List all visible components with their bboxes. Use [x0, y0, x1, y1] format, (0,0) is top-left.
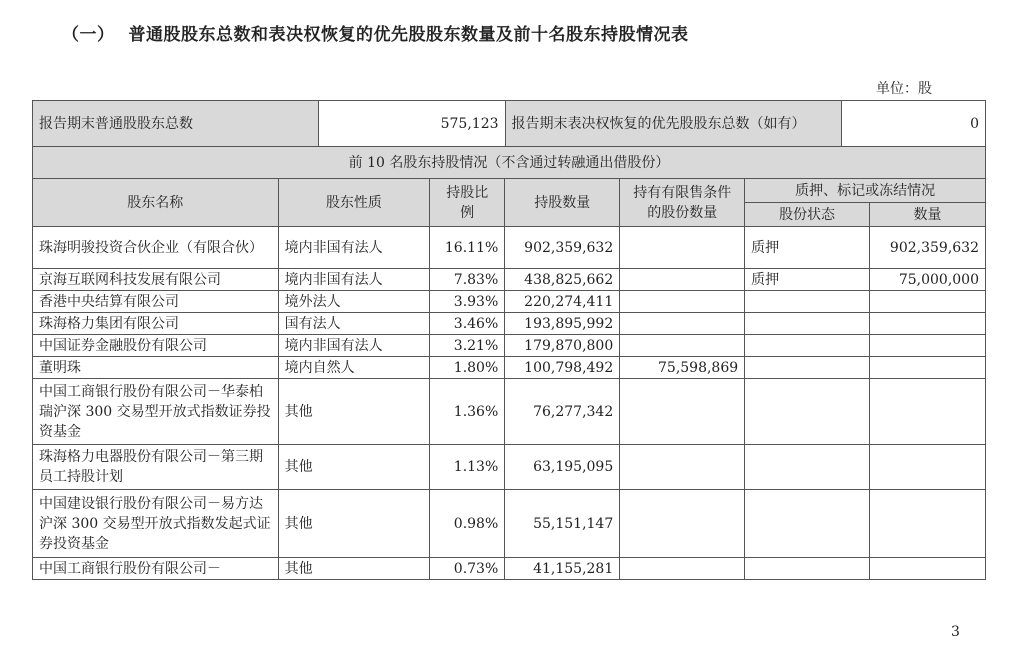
holding-quantity: 438,825,662: [505, 269, 620, 291]
shareholder-name: 中国工商银行股份有限公司－: [33, 558, 279, 580]
header-pledge-status: 股份状态: [745, 203, 870, 227]
shareholder-nature: 其他: [278, 445, 430, 490]
pledge-status: 质押: [745, 227, 870, 269]
shareholder-nature: 境内自然人: [278, 357, 430, 379]
table-row: [33, 269, 986, 291]
pledge-status: [745, 490, 870, 558]
top10-caption: 前 10 名股东持股情况（不含通过转融通出借股份）: [33, 147, 986, 179]
table-row: [33, 313, 986, 335]
restricted-quantity: [620, 490, 745, 558]
holding-ratio: 7.83%: [430, 269, 505, 291]
holding-quantity: 193,895,992: [505, 313, 620, 335]
pledge-quantity: 902,359,632: [869, 227, 985, 269]
shareholder-name: 珠海明骏投资合伙企业（有限合伙）: [33, 227, 279, 269]
shareholder-name: 董明珠: [33, 357, 279, 379]
holding-ratio: 1.80%: [430, 357, 505, 379]
header-quantity: 持股数量: [505, 179, 620, 227]
shareholder-name: 中国证券金融股份有限公司: [33, 335, 279, 357]
restricted-quantity: [620, 227, 745, 269]
holding-quantity: 55,151,147: [505, 490, 620, 558]
table-row: [33, 357, 986, 379]
shareholder-nature: 其他: [278, 379, 430, 445]
section-number: （一）: [62, 25, 115, 45]
preferred-holders-value: 0: [842, 101, 986, 147]
restricted-quantity: 75,598,869: [620, 357, 745, 379]
header-restricted: 持有有限售条件的股份数量: [620, 179, 745, 227]
summary-table: [32, 100, 986, 147]
pledge-quantity: [869, 558, 985, 580]
shareholder-nature: 国有法人: [278, 313, 430, 335]
pledge-quantity: [869, 335, 985, 357]
holding-quantity: 179,870,800: [505, 335, 620, 357]
holding-quantity: 220,274,411: [505, 291, 620, 313]
table-row: [33, 227, 986, 269]
shareholder-name: 中国建设银行股份有限公司－易方达沪深 300 交易型开放式指数发起式证券投资基金: [33, 490, 279, 558]
preferred-holders-label: 报告期末表决权恢复的优先股股东总数（如有）: [505, 101, 842, 147]
common-holders-label: 报告期末普通股股东总数: [33, 101, 319, 147]
pledge-status: [745, 313, 870, 335]
pledge-status: 质押: [745, 269, 870, 291]
holding-ratio: 3.93%: [430, 291, 505, 313]
pledge-quantity: [869, 490, 985, 558]
table-row: [33, 558, 986, 580]
header-nature: 股东性质: [278, 179, 430, 227]
pledge-quantity: [869, 357, 985, 379]
pledge-status: [745, 335, 870, 357]
page-number: 3: [951, 624, 960, 640]
restricted-quantity: [620, 445, 745, 490]
holding-quantity: 100,798,492: [505, 357, 620, 379]
pledge-quantity: [869, 445, 985, 490]
pledge-quantity: [869, 313, 985, 335]
header-pledge-group: 质押、标记或冻结情况: [745, 179, 986, 203]
shareholder-name: 香港中央结算有限公司: [33, 291, 279, 313]
shareholder-name: 珠海格力集团有限公司: [33, 313, 279, 335]
holding-ratio: 3.21%: [430, 335, 505, 357]
shareholder-nature: 境外法人: [278, 291, 430, 313]
shareholder-name: 京海互联网科技发展有限公司: [33, 269, 279, 291]
restricted-quantity: [620, 379, 745, 445]
holding-ratio: 0.98%: [430, 490, 505, 558]
shareholder-name: 珠海格力电器股份有限公司－第三期员工持股计划: [33, 445, 279, 490]
pledge-status: [745, 357, 870, 379]
restricted-quantity: [620, 313, 745, 335]
restricted-quantity: [620, 291, 745, 313]
holding-ratio: 3.46%: [430, 313, 505, 335]
pledge-status: [745, 379, 870, 445]
table-row: [33, 291, 986, 313]
shareholder-name: 中国工商银行股份有限公司－华泰柏瑞沪深 300 交易型开放式指数证券投资基金: [33, 379, 279, 445]
table-row: [33, 335, 986, 357]
shareholder-nature: 其他: [278, 558, 430, 580]
restricted-quantity: [620, 558, 745, 580]
holding-ratio: 1.13%: [430, 445, 505, 490]
holding-quantity: 41,155,281: [505, 558, 620, 580]
restricted-quantity: [620, 335, 745, 357]
header-ratio: 持股比例: [430, 179, 505, 227]
holding-ratio: 16.11%: [430, 227, 505, 269]
pledge-status: [745, 445, 870, 490]
shareholder-nature: 境内非国有法人: [278, 335, 430, 357]
holding-ratio: 0.73%: [430, 558, 505, 580]
shareholder-nature: 境内非国有法人: [278, 227, 430, 269]
top10-shareholders-table: [32, 146, 986, 580]
header-name: 股东名称: [33, 179, 279, 227]
shareholder-nature: 境内非国有法人: [278, 269, 430, 291]
header-pledge-quantity: 数量: [869, 203, 985, 227]
pledge-status: [745, 558, 870, 580]
table-row: [33, 490, 986, 558]
table-row: [33, 445, 986, 490]
pledge-quantity: 75,000,000: [869, 269, 985, 291]
common-holders-value: 575,123: [318, 101, 505, 147]
holding-quantity: 76,277,342: [505, 379, 620, 445]
holding-ratio: 1.36%: [430, 379, 505, 445]
table-row: [33, 379, 986, 445]
pledge-quantity: [869, 291, 985, 313]
holding-quantity: 902,359,632: [505, 227, 620, 269]
section-title: [62, 20, 689, 45]
pledge-quantity: [869, 379, 985, 445]
section-title-text: 普通股股东总数和表决权恢复的优先股股东数量及前十名股东持股情况表: [128, 25, 689, 45]
shareholder-nature: 其他: [278, 490, 430, 558]
restricted-quantity: [620, 269, 745, 291]
unit-label: 单位：股: [876, 81, 932, 97]
pledge-status: [745, 291, 870, 313]
holding-quantity: 63,195,095: [505, 445, 620, 490]
